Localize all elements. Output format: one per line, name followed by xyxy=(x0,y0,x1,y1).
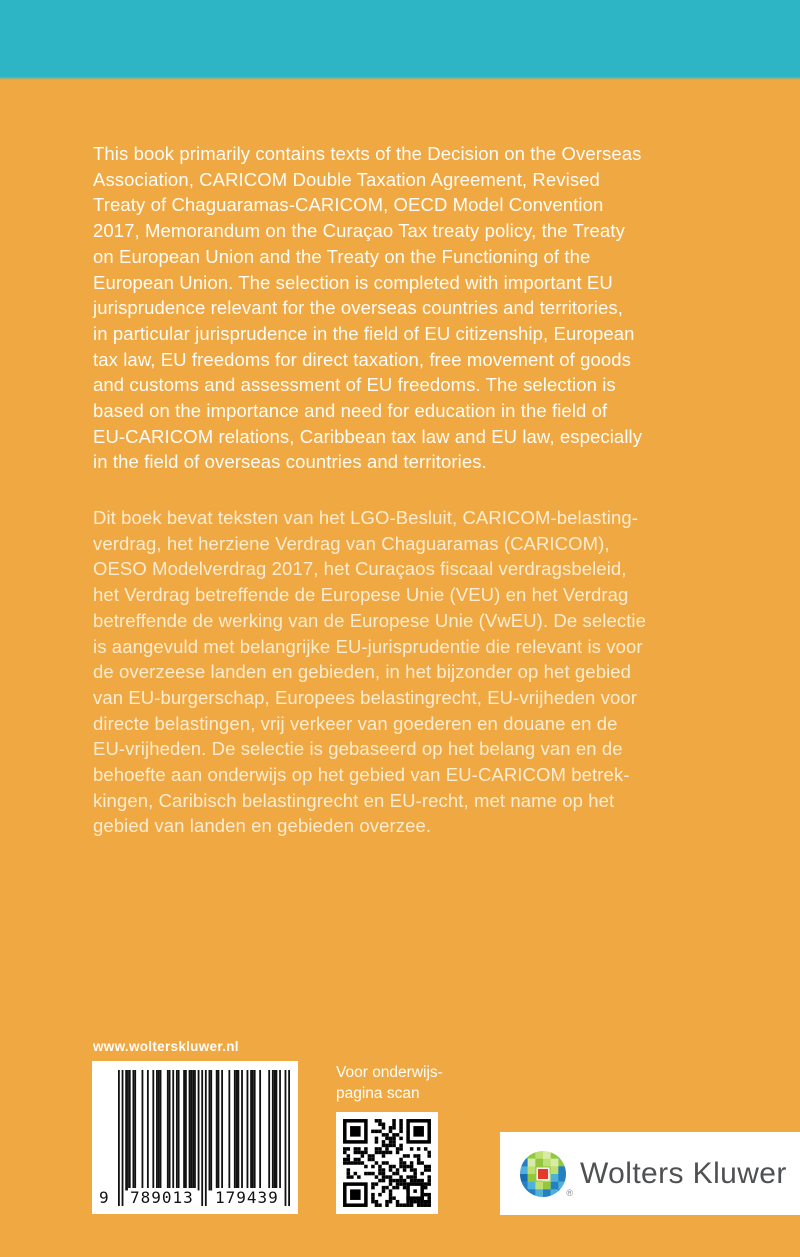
text-line: het Verdrag betreffende de Europese Unie (VEU) en het Verdrag xyxy=(93,584,629,606)
text-line: behoefte aan onderwijs op het gebied van EU-CARICOM betrek- xyxy=(93,764,630,786)
text-line: Treaty of Chaguaramas-CARICOM, OECD Model Convention xyxy=(93,194,604,216)
text-line: and customs and assessment of EU freedoms. The selection is xyxy=(93,374,616,396)
wolters-kluwer-globe-icon xyxy=(520,1151,573,1198)
text-line: jurisprudence relevant for the overseas countries and territories, xyxy=(93,297,624,319)
qr-caption xyxy=(336,1062,443,1104)
registered-trademark-symbol: ® xyxy=(566,1187,573,1198)
text-line: gebied van landen en gebieden overzee. xyxy=(93,815,432,837)
text-line: verdrag, het herziene Verdrag van Chaguaramas (CARICOM), xyxy=(93,532,610,554)
publisher-logo xyxy=(500,1132,800,1215)
publisher-name: Wolters Kluwer xyxy=(580,1156,787,1190)
isbn-digit-group: 9 xyxy=(99,1188,110,1207)
text-line: Voor onderwijs- xyxy=(336,1064,443,1081)
text-line: on European Union and the Treaty on the Functioning of the xyxy=(93,245,591,267)
text-line: is aangevuld met belangrijke EU-jurisprudentie die relevant is voor xyxy=(93,635,643,657)
text-line: EU-CARICOM relations, Caribbean tax law and EU law, especially xyxy=(93,425,643,447)
text-line: This book primarily contains texts of the Decision on the Overseas xyxy=(93,143,642,164)
text-line: de overzeese landen en gebieden, in het bijzonder op het gebied xyxy=(93,661,632,683)
text-line: Association, CARICOM Double Taxation Agreement, Revised xyxy=(93,168,600,190)
text-line: betreffende de werking van de Europese Unie (VwEU). De selectie xyxy=(93,609,647,631)
text-line: 2017, Memorandum on the Curaçao Tax treaty policy, the Treaty xyxy=(93,220,625,242)
text-line: in particular jurisprudence in the field of EU citizenship, European xyxy=(93,322,635,344)
qr-code-icon xyxy=(336,1112,438,1214)
text-line: Dit boek bevat teksten van het LGO-Besluit, CARICOM-belasting- xyxy=(93,507,638,528)
text-line: tax law, EU freedoms for direct taxation, free movement of goods xyxy=(93,348,632,370)
dutch-blurb xyxy=(93,505,646,839)
text-line: EU-vrijheden. De selectie is gebaseerd op het belang van en de xyxy=(93,738,623,760)
top-accent-band xyxy=(0,0,800,77)
text-line: directe belastingen, vrij verkeer van goederen en douane en de xyxy=(93,712,618,734)
text-line: in the field of overseas countries and territories. xyxy=(93,451,487,473)
ean13-barcode-icon xyxy=(118,1070,290,1206)
isbn-digit-group: 179439 xyxy=(215,1188,279,1207)
text-line: based on the importance and need for education in the field of xyxy=(93,400,608,422)
isbn-barcode xyxy=(92,1061,298,1214)
isbn-number xyxy=(92,1188,298,1208)
qr-code xyxy=(336,1112,438,1214)
text-line: OESO Modelverdrag 2017, het Curaçaos fiscaal verdragsbeleid, xyxy=(93,558,627,580)
english-blurb xyxy=(93,141,642,475)
text-line: kingen, Caribisch belastingrecht en EU-recht, met name op het xyxy=(93,789,615,811)
isbn-digit-group: 789013 xyxy=(130,1188,194,1207)
text-line: pagina scan xyxy=(336,1085,420,1102)
publisher-website-url: www.wolterskluwer.nl xyxy=(93,1039,239,1054)
text-line: European Union. The selection is completed with important EU xyxy=(93,271,613,293)
text-line: van EU-burgerschap, Europees belastingrecht, EU-vrijheden voor xyxy=(93,686,638,708)
